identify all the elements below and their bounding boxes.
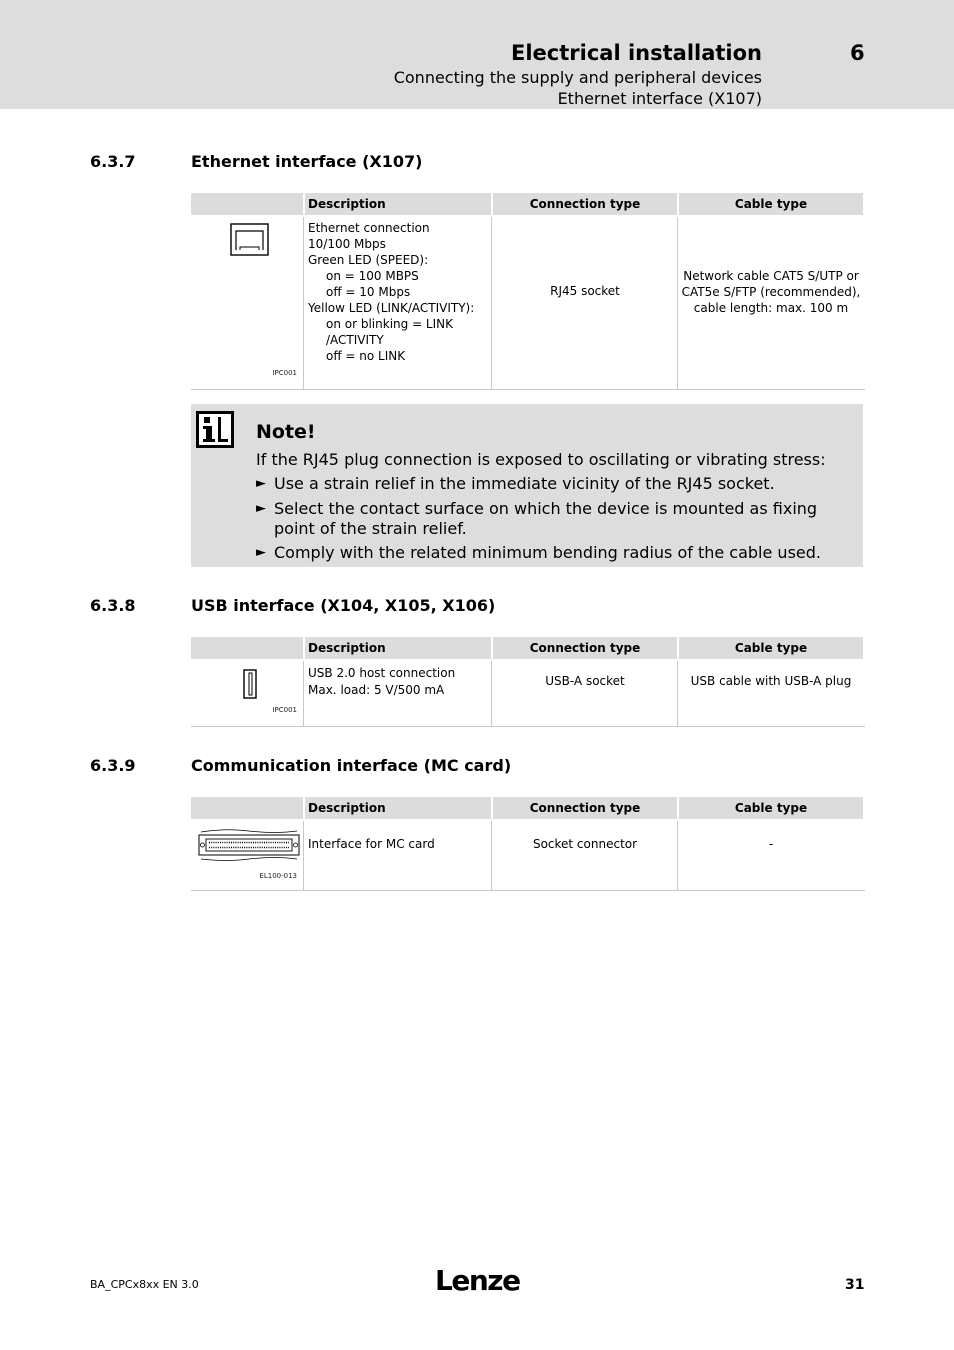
note-bullet	[256, 499, 854, 539]
description-cell	[305, 821, 492, 890]
section-heading-ethernet	[90, 152, 422, 171]
image-cell	[191, 661, 304, 726]
cable-type-line: Network cable CAT5 S/UTP or	[683, 269, 859, 283]
connection-type-text: USB-A socket	[545, 674, 625, 688]
section-title: Communication interface (MC card)	[191, 756, 512, 775]
description-text: Interface for MC card	[308, 837, 435, 851]
description-line: on or blinking = LINK	[326, 317, 454, 331]
mc-card-connector-icon	[197, 828, 301, 862]
section-heading-usb	[90, 596, 495, 615]
header-cell-description: Description	[305, 193, 491, 215]
image-reference: EL100-013	[259, 872, 297, 880]
description-line: on = 100 MBPS	[326, 269, 419, 283]
document-id: BA_CPCx8xx EN 3.0	[90, 1278, 199, 1291]
description-line: 10/100 Mbps	[308, 237, 386, 251]
usb-table	[191, 637, 865, 727]
note-bullet	[256, 474, 854, 494]
note-intro: If the RJ45 plug connection is exposed to oscillating or vibrating stress:	[256, 450, 826, 469]
description-line: Max. load: 5 V/500 mA	[308, 683, 445, 697]
note-bullet-text: Select the contact surface on which the device is mounted as fixing point of the strain relief.	[274, 499, 818, 538]
header-band	[0, 0, 954, 109]
header-cell-image	[191, 193, 303, 215]
connection-type-cell	[493, 217, 678, 389]
section-number: 6.3.9	[90, 756, 136, 775]
header-subtitle-2: Ethernet interface (X107)	[557, 89, 762, 108]
cable-type-cell	[679, 661, 863, 726]
page-title: Electrical installation	[511, 41, 762, 65]
description-cell	[305, 661, 492, 726]
header-cell-connection-type: Connection type	[493, 637, 677, 659]
image-cell	[191, 217, 304, 389]
note-box	[191, 404, 863, 567]
header-cell-cable-type: Cable type	[679, 637, 863, 659]
page-number: 31	[845, 1277, 865, 1293]
rj45-socket-icon	[230, 223, 269, 256]
section-number: 6.3.8	[90, 596, 136, 615]
cable-type-text: USB cable with USB-A plug	[690, 674, 852, 688]
image-reference: IPC001	[272, 706, 297, 714]
header-cell-connection-type: Connection type	[493, 797, 677, 819]
image-cell	[191, 821, 304, 890]
header-cell-image	[191, 797, 303, 819]
bullet-arrow-icon: ►	[256, 545, 266, 560]
description-text	[308, 220, 474, 364]
ethernet-table	[191, 193, 865, 390]
header-cell-cable-type: Cable type	[679, 193, 863, 215]
description-line: Ethernet connection	[308, 221, 430, 235]
connection-type-text: RJ45 socket	[550, 284, 620, 298]
note-bullet-text: Comply with the related minimum bending radius of the cable used.	[274, 543, 821, 562]
description-line: Green LED (SPEED):	[308, 253, 429, 267]
section-title: USB interface (X104, X105, X106)	[191, 596, 496, 615]
cable-type-cell	[679, 821, 863, 890]
description-line: Yellow LED (LINK/ACTIVITY):	[308, 301, 475, 315]
description-cell	[305, 217, 492, 389]
cable-type-line: CAT5e S/FTP (recommended),	[681, 285, 861, 299]
section-title: Ethernet interface (X107)	[191, 152, 423, 171]
note-bullet	[256, 543, 854, 563]
header-cell-cable-type: Cable type	[679, 797, 863, 819]
chapter-number: 6	[850, 41, 865, 65]
mc-card-table	[191, 797, 865, 891]
description-text	[308, 665, 455, 698]
section-number: 6.3.7	[90, 152, 136, 171]
header-cell-description: Description	[305, 637, 491, 659]
header-cell-connection-type: Connection type	[493, 193, 677, 215]
bullet-arrow-icon: ►	[256, 501, 266, 516]
image-reference: IPC001	[272, 369, 297, 377]
description-line: off = 10 Mbps	[326, 285, 411, 299]
header-cell-image	[191, 637, 303, 659]
cable-type-line: cable length: max. 100 m	[693, 301, 849, 315]
usb-socket-icon	[243, 669, 257, 699]
info-icon	[196, 411, 234, 448]
header-cell-description: Description	[305, 797, 491, 819]
connection-type-cell	[493, 661, 678, 726]
description-line: /ACTIVITY	[326, 333, 384, 347]
description-line: off = no LINK	[326, 349, 406, 363]
cable-type-cell	[679, 217, 863, 389]
header-subtitle-1: Connecting the supply and peripheral devices	[393, 68, 762, 87]
section-heading-mc-card	[90, 756, 511, 775]
description-line: USB 2.0 host connection	[308, 666, 456, 680]
note-title: Note!	[256, 421, 316, 443]
connection-type-text: Socket connector	[532, 837, 638, 851]
lenze-logo: Lenze	[435, 1264, 520, 1297]
cable-type-text	[679, 268, 863, 316]
note-bullet-text: Use a strain relief in the immediate vicinity of the RJ45 socket.	[274, 474, 775, 493]
connection-type-cell	[493, 821, 678, 890]
cable-type-text: -	[768, 837, 774, 851]
bullet-arrow-icon: ►	[256, 476, 266, 491]
